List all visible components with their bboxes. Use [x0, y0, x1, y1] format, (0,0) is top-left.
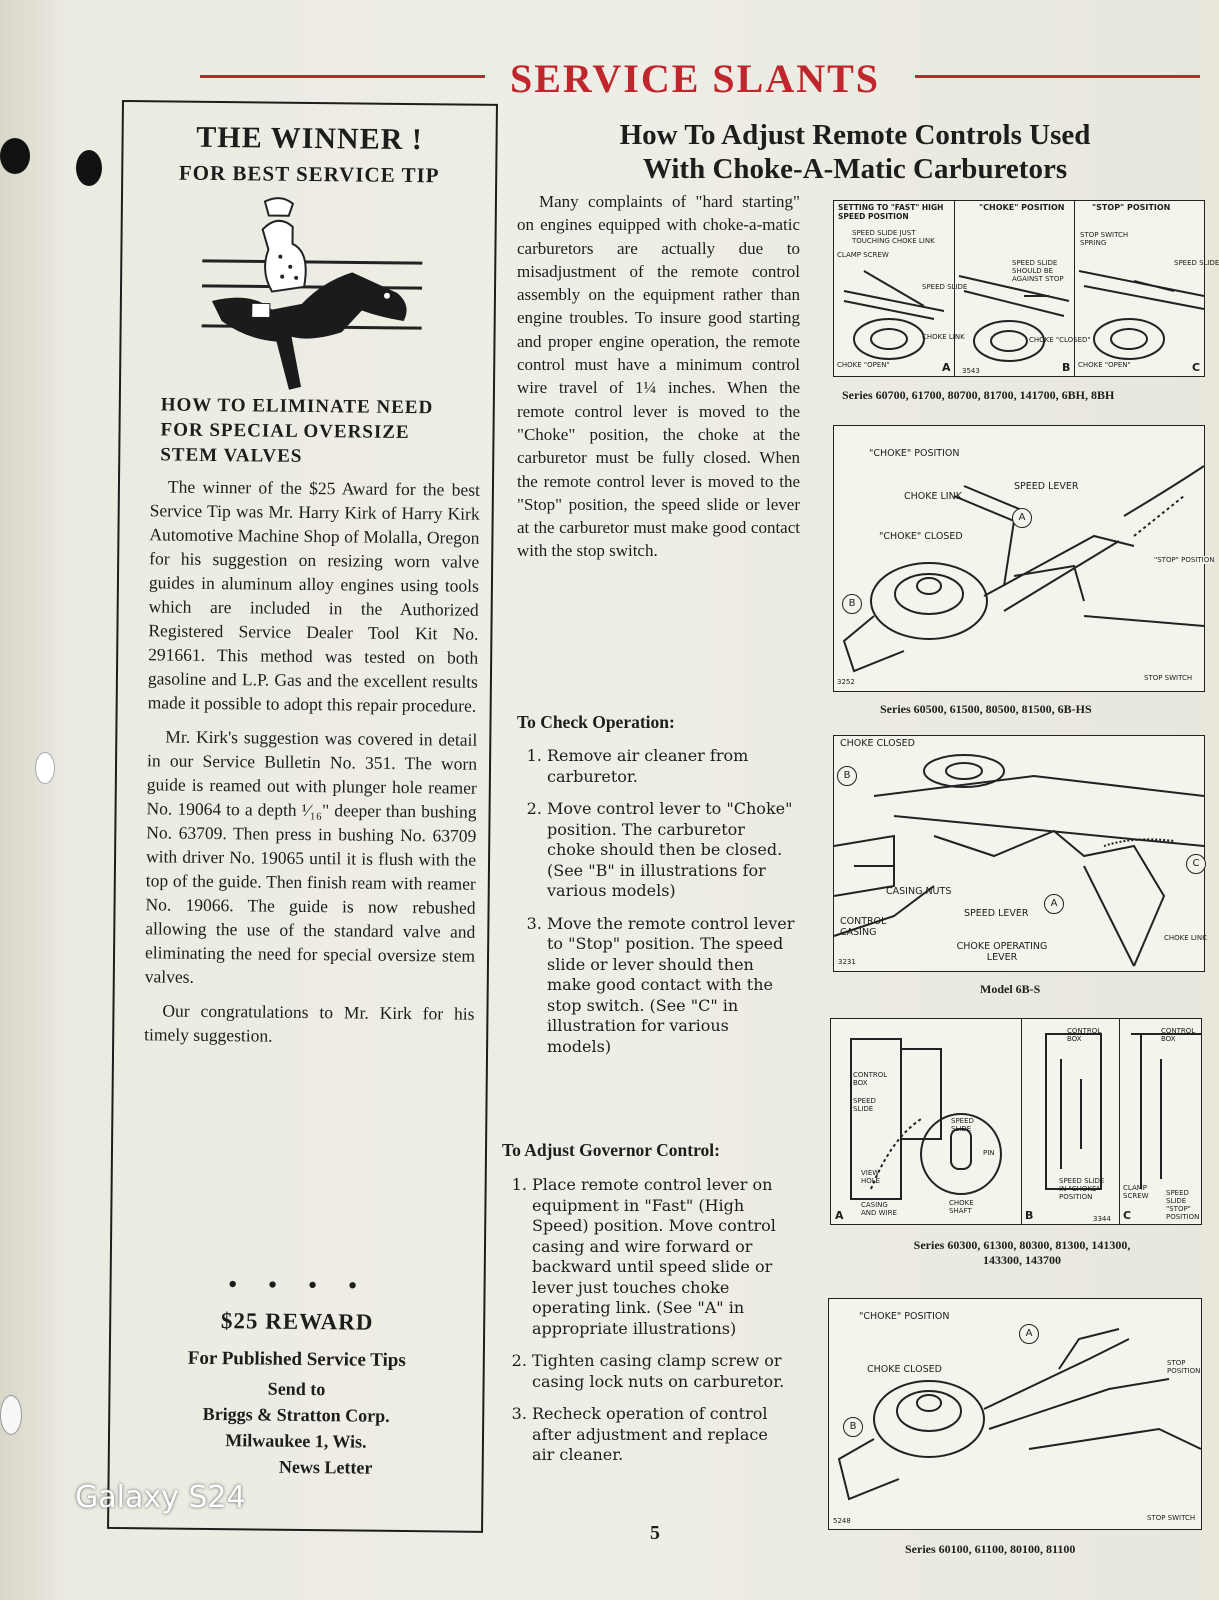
- banner-title: SERVICE SLANTS: [510, 56, 881, 101]
- figure-label: CHOKE LINK: [922, 333, 965, 341]
- figure-label: CHOKE "OPEN": [1078, 361, 1131, 369]
- figure-label: "STOP" POSITION: [1092, 203, 1171, 212]
- callout-letter: A: [1012, 508, 1032, 528]
- callout-letter: B: [837, 766, 857, 786]
- figure-label: CONTROL BOX: [1067, 1027, 1102, 1043]
- figure-label: CONTROL BOX: [853, 1071, 888, 1087]
- list-item: 3. Recheck operation of control after adjustment and replace air cleaner.: [532, 1404, 794, 1466]
- figure-label: SPEED LEVER: [964, 908, 1029, 919]
- body-paragraph: Mr. Kirk's suggestion was covered in detail in our Service Bulletin No. 351. The worn guide is reamed out with plunger hole reamer No. 19064 to a depth ¹⁄₁₆" deeper than bushing No. 63709. Then press in bushing No. 63709 with driver No. 19065 until it is flush with the top of the guide. Then finish ream with reamer No. 19066. The guide is now rebushed allowing the use of the standard valve and eliminating the need for special oversize stem valves.: [144, 726, 478, 987]
- figure-caption: Series 60100, 61100, 80100, 81100: [905, 1542, 1076, 1556]
- figure-label: SPEED SLIDE: [853, 1097, 876, 1113]
- binder-hole: [35, 752, 55, 784]
- adjust-heading: To Adjust Governor Control:: [502, 1140, 720, 1160]
- figure-label: SPEED SLIDE SHOULD BE AGAINST STOP: [1012, 259, 1064, 283]
- figure-label: SPEED SLIDE: [1174, 259, 1219, 267]
- binder-hole: [76, 150, 102, 186]
- winner-heading: THE WINNER !: [196, 120, 424, 157]
- callout-letter: A: [1044, 894, 1064, 914]
- callout-letter: B: [842, 594, 862, 614]
- figure-caption: Series 60500, 61500, 80500, 81500, 6B-HS: [880, 702, 1092, 716]
- newsletter-label: News Letter: [278, 1456, 373, 1478]
- reward-heading: $25 REWARD: [220, 1308, 374, 1335]
- list-item: 2. Tighten casing clamp screw or casing lock nuts on carburetor.: [532, 1351, 794, 1392]
- callout-letter: B: [843, 1417, 863, 1437]
- figure-label: CHOKE LINK: [1164, 934, 1207, 942]
- figure-label: SPEED SLIDE IN "CHOKE" POSITION: [1059, 1177, 1105, 1201]
- figure-label: 3252: [837, 678, 855, 686]
- carburetor-diagram: [834, 201, 1204, 376]
- figure-label: STOP SWITCH: [1147, 1514, 1196, 1522]
- list-item: 1. Remove air cleaner from carburetor.: [547, 746, 797, 787]
- panel-letter: C: [1123, 1209, 1132, 1222]
- figure-series-60100: [828, 1298, 1202, 1530]
- figure-label: CASING AND WIRE: [861, 1201, 897, 1217]
- caption-line: Series 60300, 61300, 80300, 81300, 141300,: [913, 1238, 1131, 1252]
- figure-label: CLAMP SCREW: [1123, 1184, 1149, 1200]
- check-steps: [517, 746, 797, 1069]
- article-intro: Many complaints of "hard starting" on engines equipped with choke-a-matic carburetors are actually due to misadjustment of the remote control assembly on the equipment rather than engine troubles. To insure good starting and proper engine operation, the remote control must have a minimum control wire travel of 1¼ inches. When the remote control lever is moved to the "Choke" position, the choke at the carburetor must be fully closed. When the remote control lever is moved to the "Stop" position, the speed slide or lever at the carburetor must make good contact with the stop switch.: [517, 192, 800, 561]
- figure-label: 5248: [833, 1517, 851, 1525]
- adjust-steps: [502, 1175, 794, 1478]
- binder-hole: [0, 1395, 22, 1435]
- section-banner: [200, 55, 1200, 105]
- figure-caption: Series 60700, 61700, 80700, 81700, 141700, 6BH, 8BH: [842, 388, 1115, 402]
- separator-dots: • • • •: [226, 1273, 370, 1300]
- figure-label: CONTROL CASING: [840, 916, 887, 938]
- figure-label: "STOP" POSITION: [1154, 556, 1215, 564]
- winner-subheading: FOR BEST SERVICE TIP: [178, 160, 440, 188]
- figure-label: SPEED LEVER: [1014, 481, 1079, 492]
- winner-box: [107, 100, 498, 1533]
- figure-label: SPEED SLIDE "STOP" POSITION: [1166, 1189, 1200, 1221]
- send-to: Send to: [267, 1378, 326, 1400]
- figure-label: SPEED SLIDE: [922, 283, 968, 291]
- company-name: Briggs & Stratton Corp.: [202, 1403, 390, 1426]
- article-title: [510, 118, 1200, 186]
- figure-label: 3344: [1093, 1215, 1111, 1223]
- camera-watermark: Galaxy S24: [75, 1480, 246, 1515]
- figure-label: CHOKE LINK: [904, 491, 962, 502]
- figure-label: SPEED SLIDE: [951, 1117, 974, 1133]
- panel-letter: A: [835, 1209, 844, 1222]
- list-item: 3. Move the remote control lever to "Stop" position. The speed slide or lever should then make good contact with the stop switch. (See "C" in illustration for various models): [547, 914, 797, 1058]
- figure-caption: Model 6B-S: [980, 982, 1041, 996]
- figure-label: 3543: [962, 367, 980, 375]
- carburetor-diagram: [829, 1299, 1201, 1529]
- winner-body: [144, 474, 480, 1059]
- article-title-line: How To Adjust Remote Controls Used: [619, 119, 1091, 151]
- panel-letter: A: [942, 361, 951, 374]
- body-paragraph: Our congratulations to Mr. Kirk for his timely suggestion.: [144, 1000, 475, 1046]
- carburetor-diagram: [834, 426, 1204, 691]
- figure-model-6bs: [833, 735, 1205, 972]
- figure-series-60300: [830, 1018, 1202, 1225]
- figure-label: CHOKE OPERATING LEVER: [956, 941, 1048, 963]
- figure-label: 3231: [838, 958, 856, 966]
- caption-line: 143300, 143700: [983, 1253, 1061, 1267]
- panel-letter: B: [1062, 361, 1071, 374]
- list-item: 2. Move control lever to "Choke" position. The carburetor choke should then be closed. (See "B" in illustrations for various models): [547, 799, 797, 902]
- figure-label: SETTING TO "FAST" HIGH SPEED POSITION: [838, 203, 944, 221]
- figure-label: CHOKE CLOSED: [867, 1364, 942, 1375]
- reward-line: For Published Service Tips: [187, 1347, 406, 1372]
- callout-letter: A: [1019, 1324, 1039, 1344]
- page-number: 5: [650, 1522, 660, 1544]
- figure-label: PIN: [983, 1149, 995, 1157]
- figure-label: CASING NUTS: [886, 886, 952, 897]
- figure-label: CHOKE CLOSED: [840, 738, 915, 749]
- article-title-line: With Choke-A-Matic Carburetors: [642, 153, 1068, 185]
- list-item: 1. Place remote control lever on equipment in "Fast" (High Speed) position. Move control casing and wire forward or backward until speed slide or lever just touches choke operating link. (See "A" in appropriate illustrations): [532, 1175, 794, 1339]
- figure-label: STOP SWITCH SPRING: [1080, 231, 1129, 247]
- figure-label: CHOKE "OPEN": [837, 361, 890, 369]
- binder-hole: [0, 138, 30, 174]
- figure-label: CHOKE SHAFT: [949, 1199, 974, 1215]
- company-city: Milwaukee 1, Wis.: [225, 1430, 367, 1452]
- figure-label: "CHOKE" POSITION: [979, 203, 1065, 212]
- body-paragraph: The winner of the $25 Award for the best Service Tip was Mr. Harry Kirk of Harry Kirk Automotive Machine Shop of Molalla, Oregon for his suggestion on resizing worn valve guides in aluminum alloy engines using tools which are included in the Authorized Registered Service Dealer Tool Kit No. 291661. This method was tested on both gasoline and L.P. Gas and the excellent results made it possible to adopt this repair procedure.: [147, 476, 481, 716]
- figure-label: CONTROL BOX: [1161, 1027, 1196, 1043]
- figure-label: VIEW HOLE: [861, 1169, 881, 1185]
- tip-title: HOW TO ELIMINATE NEED FOR SPECIAL OVERSIZE STEM VALVES: [160, 394, 434, 467]
- figure-label: "CHOKE" CLOSED: [879, 531, 963, 542]
- figure-caption: [872, 1238, 1172, 1268]
- figure-label: "CHOKE" POSITION: [859, 1311, 950, 1322]
- panel-letter: C: [1192, 361, 1201, 374]
- figure-label: STOP SWITCH: [1144, 674, 1193, 682]
- figure-label: CHOKE "CLOSED": [1029, 336, 1091, 344]
- figure-label: SPEED SLIDE JUST TOUCHING CHOKE LINK: [852, 229, 935, 245]
- figure-label: STOP POSITION: [1167, 1359, 1201, 1375]
- figure-series-60500: [833, 425, 1215, 692]
- check-heading: To Check Operation:: [517, 712, 675, 732]
- figure-three-panel: [833, 200, 1219, 377]
- figure-label: "CHOKE" POSITION: [869, 448, 960, 459]
- horse-jockey-illustration: [191, 191, 433, 399]
- callout-letter: C: [1186, 854, 1206, 874]
- figure-label: CLAMP SCREW: [837, 251, 889, 259]
- panel-letter: B: [1025, 1209, 1034, 1222]
